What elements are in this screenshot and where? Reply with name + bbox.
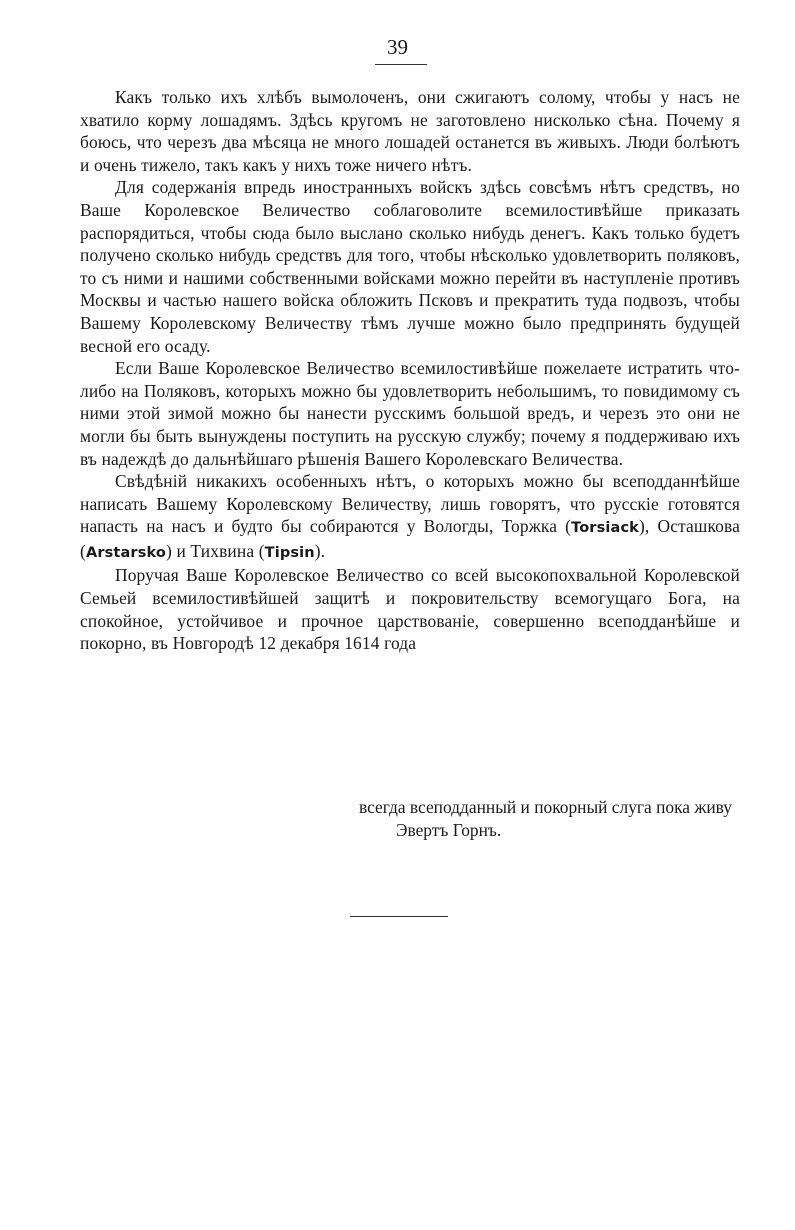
letter-paragraph — [80, 470, 740, 564]
signature-closing: всегда всеподданный и покорный слуга пока живу — [358, 797, 732, 817]
end-divider — [350, 916, 448, 917]
latin-place-name: Arstarsko — [85, 544, 167, 561]
paragraph-text: Какъ только ихъ хлѣбъ вымолоченъ, они сжигаютъ солому, чтобы у насъ не хватило корму лошадямъ. Здѣсь кругомъ не заготовлено нисколько сѣна. Почему я боюсь, что черезъ два мѣсяца не много лошадей останется въ живыхъ. Люди болѣютъ и очень тижело, такъ какъ у нихъ тоже ничего нѣтъ. — [80, 87, 740, 175]
latin-place-name: Torsiack — [571, 520, 639, 537]
letter-paragraph — [80, 357, 740, 470]
paragraph-text: Для содержанія впредь иностранныхъ войскъ здѣсь совсѣмъ нѣтъ средствъ, но Ваше Королевское Величество соблаговолите всемилостивѣйше приказать распорядиться, чтобы сюда было выслано сколько нибудь денегъ. Какъ только будетъ получено сколько нибудь средствъ для того, чтобы нѣсколько удовлетворить поляковъ, то съ ними и нашими собственными войсками можно перейти въ наступленіе противъ Москвы и частью нашего войска обложить Псковъ и прекратить туда подвозъ, чтобы Вашему Королевскому Величеству тѣмъ лучше можно было предпринять будущей весной его осаду. — [80, 177, 740, 356]
signature-block — [80, 796, 738, 841]
letter-paragraph — [80, 86, 740, 176]
letter-paragraph — [80, 176, 740, 357]
page-number: 39 — [387, 35, 408, 59]
signature-name: Эвертъ Горнъ. — [396, 819, 502, 840]
letter-paragraph — [80, 564, 740, 654]
letter-body — [80, 86, 740, 655]
paragraph-text: ) и Тихвина ( — [166, 540, 265, 561]
paragraph-text: Если Ваше Королевское Величество всемилостивѣйше пожелаете истратить что-либо на Поляковъ, которыхъ можно бы удовлетворить небольшимъ, то повидимому съ ними этой зимой можно бы нанести русскимъ большой вредъ, и черезъ это они не могли бы быть вынуждены поступить на русскую службу; почему я поддерживаю ихъ въ надеждѣ до дальнѣйшаго рѣшенія Вашего Королевскаго Величества. — [80, 358, 740, 469]
page-number-underline — [375, 64, 427, 65]
paragraph-text: Поручая Ваше Королевское Величество со всей высокопохвальной Королевской Семьей всемилостивѣйшей защитѣ и покровительству всемогущаго Бога, на спокойное, устойчивое и прочное царствованіе, совершенно всеподданѣйше и покорно, въ Новгородѣ 12 декабря 1614 года — [80, 565, 740, 654]
paragraph-text: ). — [314, 540, 326, 561]
paragraph-text: ), Осташкова ( — [80, 516, 741, 561]
latin-place-name: Tipsin — [264, 544, 315, 561]
paragraph-text: Свѣдѣній никакихъ особенныхъ нѣтъ, о которыхъ можно бы всеподданнѣйше написать Вашему Королевскому Величеству, лишь говорятъ, что русскіе готовятся напасть на насъ и будто бы собираются у Вологды, Торжка ( — [80, 471, 740, 537]
